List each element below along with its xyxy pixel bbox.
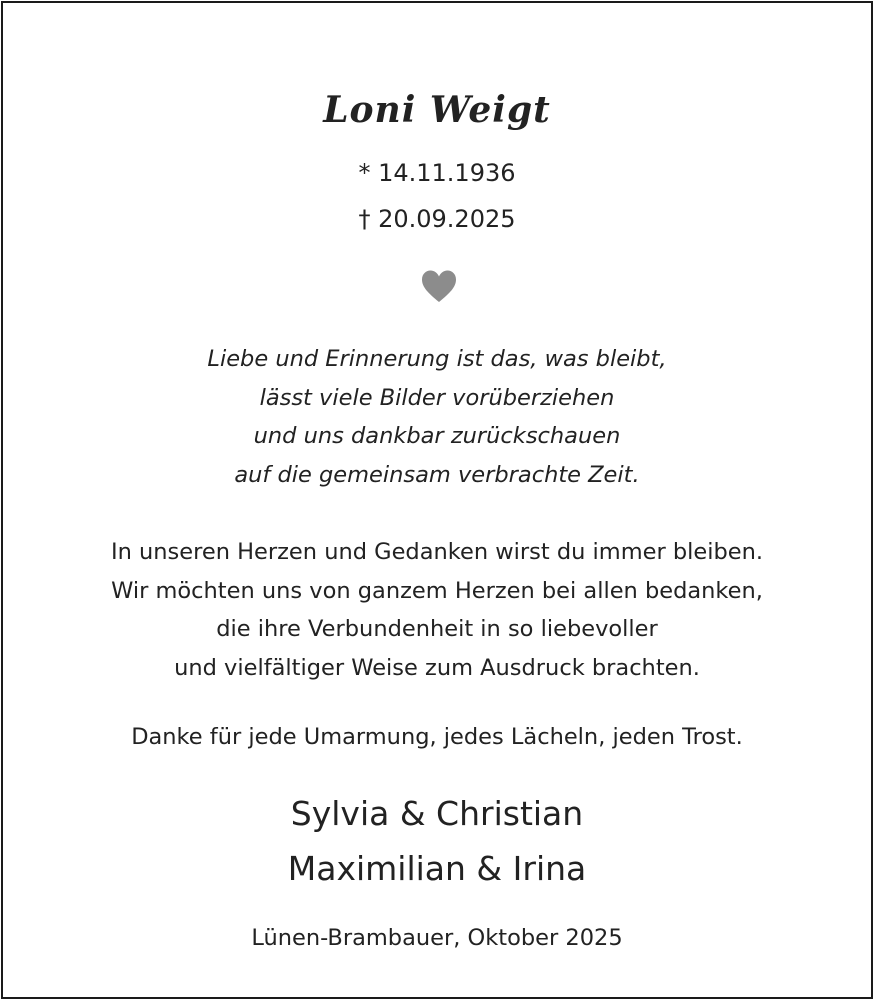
- heart-icon: [421, 269, 457, 305]
- thanks-line: Wir möchten uns von ganzem Herzen bei allen bedanken,: [111, 577, 763, 604]
- poem-line: und uns dankbar zurückschauen: [253, 423, 621, 449]
- thanks-line: und vielfältiger Weise zum Ausdruck brachten.: [174, 654, 700, 681]
- family-name-line: Maximilian & Irina: [287, 849, 587, 888]
- gratitude-line: Danke für jede Umarmung, jedes Lächeln, jeden Trost.: [131, 724, 743, 750]
- thanks-line: die ihre Verbundenheit in so liebevoller: [216, 616, 658, 642]
- poem-line: Liebe und Erinnerung ist das, was bleibt,: [207, 346, 667, 372]
- deceased-name: Loni Weigt: [323, 89, 551, 131]
- place-and-date: Lünen-Brambauer, Oktober 2025: [251, 925, 623, 951]
- family-name-line: Sylvia & Christian: [290, 794, 584, 833]
- thanks-line: In unseren Herzen und Gedanken wirst du immer bleiben.: [110, 539, 764, 565]
- memorial-poem: [3, 340, 871, 494]
- poem-line: lässt viele Bilder vorüberziehen: [259, 384, 615, 411]
- death-date: † 20.09.2025: [358, 205, 516, 233]
- birth-date: * 14.11.1936: [358, 159, 516, 187]
- family-names: [3, 786, 871, 896]
- thanks-paragraph: [3, 533, 871, 687]
- poem-line: auf die gemeinsam verbrachte Zeit.: [234, 461, 640, 488]
- obituary-card: [1, 1, 873, 999]
